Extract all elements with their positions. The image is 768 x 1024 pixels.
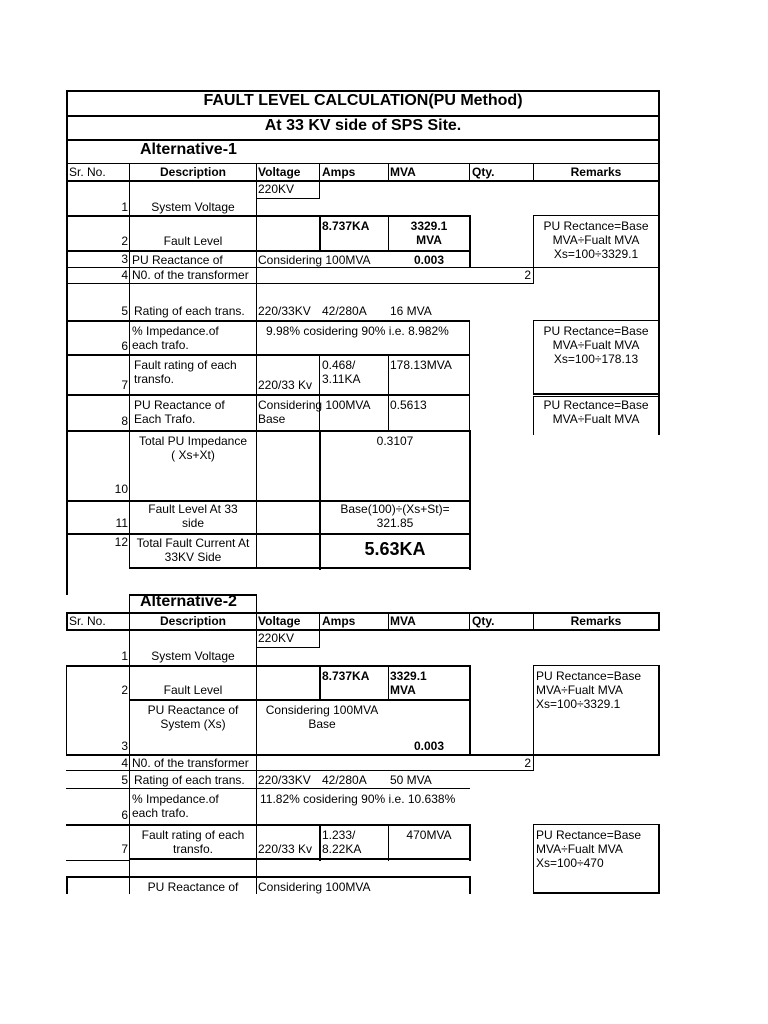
header-description: Description xyxy=(159,165,226,179)
alt2-row2-mva: 3329.1 MVA xyxy=(390,669,427,697)
header-mva: MVA xyxy=(390,165,416,179)
alt1-row5-amps: 42/280A xyxy=(322,304,367,318)
alt2-row5-amps: 42/280A xyxy=(322,773,367,787)
alt2-row7-mva: 470MVA xyxy=(406,828,452,842)
alt1-row7-voltage: 220/33 Kv xyxy=(258,378,313,392)
alt2-row8-desc: PU Reactance of xyxy=(147,880,239,894)
alt2-row4-desc: N0. of the transformer xyxy=(132,756,249,770)
alt2-row5-no: 5 xyxy=(121,773,128,787)
alt2-row3-no: 3 xyxy=(121,739,128,753)
alt2-header-mva: MVA xyxy=(390,614,416,628)
alt1-row7-desc: Fault rating of each transfo. xyxy=(134,358,237,386)
alt1-row12-value: 5.63KA xyxy=(364,539,426,559)
alt2-row3-mva: 0.003 xyxy=(413,739,445,753)
alt1-row8-voltage: Considering 100MVA Base xyxy=(258,398,371,426)
alt1-row8-no: 8 xyxy=(121,414,128,428)
header-amps: Amps xyxy=(322,165,356,179)
alt1-row2-no: 2 xyxy=(121,234,128,248)
alt1-row1-voltage: 220KV xyxy=(258,182,295,196)
alt2-row6-desc: % Impedance.of each trafo. xyxy=(132,792,219,820)
alt2-row5-mva: 50 MVA xyxy=(390,773,432,787)
alt1-row5-mva: 16 MVA xyxy=(390,304,432,318)
alt1-row11-value: Base(100)÷(Xs+St)= 321.85 xyxy=(340,502,450,530)
alt1-row5-no: 5 xyxy=(121,304,128,318)
alt2-row3-voltage: Considering 100MVA Base xyxy=(265,703,379,731)
alt1-row6-value: 9.98% cosidering 90% i.e. 8.982% xyxy=(266,324,449,338)
alt2-header-qty: Qty. xyxy=(472,614,495,628)
alt1-row1-no: 1 xyxy=(121,200,128,214)
alt2-row5-desc: Rating of each trans. xyxy=(134,773,245,787)
alt2-row7-desc: Fault rating of each transfo. xyxy=(141,828,245,856)
alt2-row6-value: 11.82% cosidering 90% i.e. 10.638% xyxy=(260,792,456,806)
alt1-row8-mva: 0.5613 xyxy=(390,398,427,412)
page-subtitle: At 33 KV side of SPS Site. xyxy=(264,117,462,134)
header-sr-no: Sr. No. xyxy=(69,165,106,179)
alt2-row7-amps: 1.233/ 8.22KA xyxy=(322,828,362,856)
alt1-row5-desc: Rating of each trans. xyxy=(134,304,245,318)
alt1-row2-remarks: PU Rectance=Base MVA÷Fualt MVA Xs=100÷3329.1 xyxy=(543,219,649,261)
alt2-header-voltage: Voltage xyxy=(258,614,301,628)
alt1-row3-voltage: Considering 100MVA xyxy=(258,253,371,267)
alt1-row7-amps: 0.468/ 3.11KA xyxy=(322,358,361,386)
alt2-row1-voltage: 220KV xyxy=(258,631,295,645)
alt2-row2-no: 2 xyxy=(121,683,128,697)
alt1-row11-no: 11 xyxy=(115,516,128,530)
alt2-row6-no: 6 xyxy=(121,808,128,822)
alt1-row2-desc: Fault Level xyxy=(163,234,223,248)
alt1-row2-amps: 8.737KA xyxy=(322,219,370,233)
header-voltage: Voltage xyxy=(258,165,301,179)
alt2-header-amps: Amps xyxy=(322,614,356,628)
alt1-heading: Alternative-1 xyxy=(140,141,237,158)
alt2-row4-qty: 2 xyxy=(524,756,531,770)
alt2-row1-no: 1 xyxy=(121,649,128,663)
alt1-row4-qty: 2 xyxy=(524,268,531,282)
alt1-row12-desc: Total Fault Current At 33KV Side xyxy=(136,536,250,564)
alt2-header-description: Description xyxy=(159,614,226,628)
alt1-row1-desc: System Voltage xyxy=(151,200,235,214)
alt1-row12-no: 12 xyxy=(114,535,128,549)
header-qty: Qty. xyxy=(472,165,495,179)
alt1-row7-mva: 178.13MVA xyxy=(390,358,452,372)
alt1-row10-no: 10 xyxy=(114,482,128,496)
alt1-row4-desc: N0. of the transformer xyxy=(132,268,249,282)
alt2-row4-no: 4 xyxy=(121,756,128,770)
alt1-row8-desc: PU Reactance of Each Trafo. xyxy=(134,398,225,426)
alt2-row1-desc: System Voltage xyxy=(151,649,235,663)
alt1-row7-no: 7 xyxy=(121,378,128,392)
alt2-row2-amps: 8.737KA xyxy=(322,669,370,683)
header-remarks: Remarks xyxy=(570,165,622,179)
alt2-row5-voltage: 220/33KV xyxy=(258,773,311,787)
alt2-row7-no: 7 xyxy=(121,842,128,856)
alt1-row8-remarks: PU Rectance=Base MVA÷Fualt MVA xyxy=(543,398,649,426)
page-title: FAULT LEVEL CALCULATION(PU Method) xyxy=(203,92,523,109)
alt2-row2-remarks: PU Rectance=Base MVA÷Fualt MVA Xs=100÷3329.1 xyxy=(536,669,642,711)
alt1-row2-mva: 3329.1 MVA xyxy=(410,219,448,247)
alt2-row2-desc: Fault Level xyxy=(163,683,223,697)
alt2-header-sr-no: Sr. No. xyxy=(69,614,106,628)
alt1-row3-no: 3 xyxy=(121,252,128,266)
alt2-header-remarks: Remarks xyxy=(570,614,622,628)
alt2-row7-remarks: PU Rectance=Base MVA÷Fualt MVA Xs=100÷470 xyxy=(536,828,642,870)
alt1-row6-remarks: PU Rectance=Base MVA÷Fualt MVA Xs=100÷178.13 xyxy=(543,324,649,366)
alt2-heading: Alternative-2 xyxy=(140,593,237,610)
alt1-row10-desc: Total PU Impedance ( Xs+Xt) xyxy=(138,434,248,462)
alt1-row6-desc: % Impedance.of each trafo. xyxy=(132,324,219,352)
alt2-row3-desc: PU Reactance of System (Xs) xyxy=(147,703,239,731)
alt1-row6-no: 6 xyxy=(121,339,128,353)
alt2-row7-voltage: 220/33 Kv xyxy=(258,842,313,856)
alt1-row11-desc: Fault Level At 33 side xyxy=(148,502,238,530)
alt1-row10-value: 0.3107 xyxy=(376,434,414,448)
alt1-row3-mva: 0.003 xyxy=(413,253,445,267)
alt1-row4-no: 4 xyxy=(121,268,128,282)
alt1-row3-desc: PU Reactance of xyxy=(132,253,223,267)
alt1-row5-voltage: 220/33KV xyxy=(258,304,311,318)
alt2-row8-voltage: Considering 100MVA xyxy=(258,880,371,894)
